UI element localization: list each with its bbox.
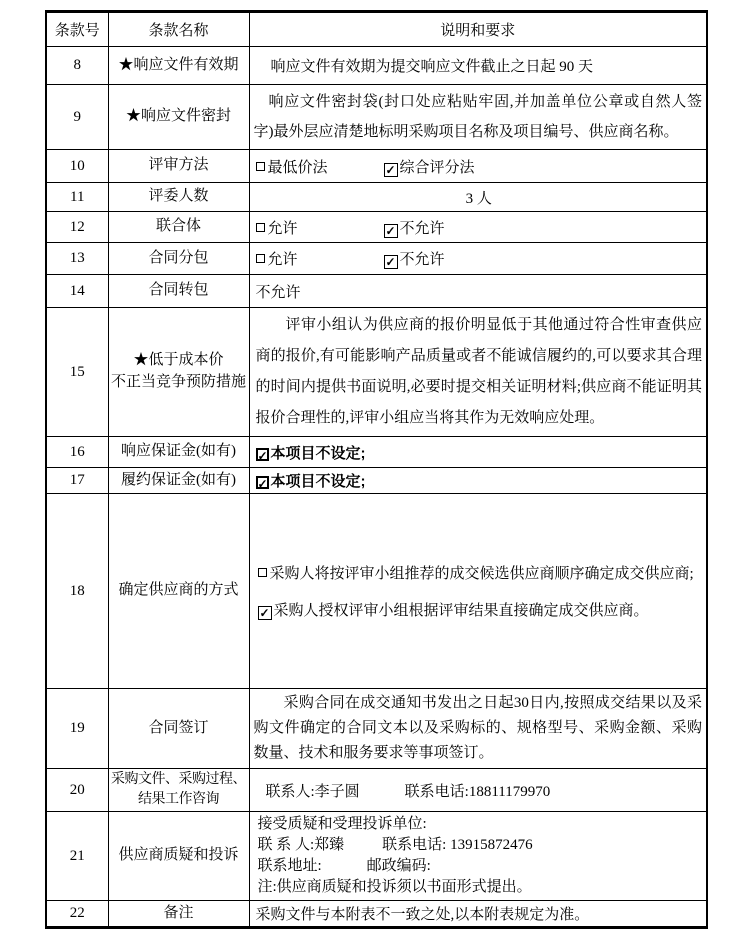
clause-no: 22: [46, 901, 108, 928]
checkbox-checked-icon: ✓: [385, 223, 396, 238]
clause-name: 备注: [108, 901, 249, 928]
clause-desc: [249, 769, 707, 812]
clause-no: 16: [46, 437, 108, 468]
clause-no: 17: [46, 468, 108, 494]
complaint-note-line: 注:供应商质疑和投诉须以书面形式提出。: [257, 879, 532, 895]
clause-name: 评审方法: [108, 150, 249, 183]
option-label: 采购人授权评审小组根据评审结果直接确定成交供应商。: [273, 603, 649, 619]
clause-name: 供应商质疑和投诉: [108, 812, 249, 901]
table-row-12: [46, 212, 707, 243]
clause-no: 13: [46, 243, 108, 275]
table-row-8: [46, 47, 707, 85]
option-label: 采购人将按评审小组推荐的成交候选供应商顺序确定成交供应商;: [269, 566, 694, 582]
contact-person: 联 系 人:郑臻: [257, 837, 345, 853]
desc-text: 评审小组认为供应商的报价明显低于其他通过符合性审查供应商的报价,有可能影响产品质量或者不能诚信履约的,可以要求其合理的时间内提供书面说明,必要时提交相关证明材料;供应商不能证明其报价合理性的,评审小组应当将其作为无效响应处理。: [255, 317, 702, 426]
option-checked: [384, 160, 475, 176]
checkbox-checked-icon: ✓: [259, 606, 270, 620]
table-row-21: [46, 812, 707, 901]
clause-desc: 采购文件与本附表不一致之处,以本附表规定为准。: [249, 901, 707, 928]
option-unchecked: [258, 562, 703, 583]
clause-desc: 3 人: [249, 183, 707, 212]
table-row-15: [46, 308, 707, 437]
clause-no: 20: [46, 769, 108, 812]
clause-desc: [249, 308, 707, 437]
clause-desc: [249, 212, 707, 243]
checkbox-unchecked-icon: [256, 254, 265, 263]
clause-name: ★响应文件密封: [108, 85, 249, 150]
table-row-18: [46, 494, 707, 689]
clause-no: 19: [46, 689, 108, 769]
header-clause-no: 条款号: [46, 12, 108, 47]
clause-name: 合同转包: [108, 275, 249, 308]
header-row: [46, 12, 707, 47]
contact-person: 联系人:李子圆: [265, 783, 360, 800]
table-row-22: [46, 901, 707, 928]
clause-no: 14: [46, 275, 108, 308]
clause-name: 确定供应商的方式: [108, 494, 249, 689]
table-row-19: [46, 689, 707, 769]
clause-name: 合同签订: [108, 689, 249, 769]
header-clause-name: 条款名称: [108, 12, 249, 47]
desc-text: 响应文件密封袋(封口处应粘贴牢固,并加盖单位公章或自然人签字)最外层应清楚地标明采购项目名称及项目编号、供应商名称。: [253, 94, 702, 140]
checkbox-unchecked-icon: [256, 162, 265, 171]
clause-name-line2: 结果工作咨询: [138, 792, 219, 807]
clause-no: 18: [46, 494, 108, 689]
table-row-17: [46, 468, 707, 494]
clause-no: 11: [46, 183, 108, 212]
clause-name: [108, 769, 249, 812]
clause-desc: [249, 47, 707, 85]
clause-desc: [249, 437, 707, 468]
table-row-13: [46, 243, 707, 275]
complaint-contact-line: [258, 835, 703, 856]
checkbox-unchecked-icon: [258, 568, 267, 577]
clause-name: 响应保证金(如有): [108, 437, 249, 468]
clause-no: 12: [46, 212, 108, 243]
checkbox-checked-icon: ✓: [257, 448, 268, 463]
clause-name: 联合体: [108, 212, 249, 243]
clause-name: [108, 308, 249, 437]
checkbox-checked-icon: ✓: [385, 255, 396, 269]
desc-text: 本项目不设定;: [270, 444, 366, 462]
desc-text: 响应文件有效期为提交响应文件截止之日起 90 天: [270, 59, 594, 75]
clause-name: 合同分包: [108, 243, 249, 275]
option-label: 综合评分法: [399, 159, 475, 176]
table-row-9: [46, 85, 707, 150]
clause-name-line1: ★低于成本价: [133, 352, 224, 369]
table-row-16: [46, 437, 707, 468]
table-row-20: [46, 769, 707, 812]
clause-desc: 不允许: [249, 275, 707, 308]
clause-no: 15: [46, 308, 108, 437]
option-label: 不允许: [399, 220, 445, 237]
option-unchecked: [256, 217, 384, 238]
clause-no: 21: [46, 812, 108, 901]
option-unchecked: [256, 248, 384, 269]
terms-table: [45, 10, 708, 929]
checkbox-checked-icon: ✓: [385, 162, 396, 177]
contact-phone: 联系电话: 13915872476: [382, 837, 533, 853]
checkbox-unchecked-icon: [256, 223, 265, 232]
option-label: 不允许: [399, 252, 445, 268]
option-checked: [384, 221, 445, 237]
clause-no: 8: [46, 47, 108, 85]
option-checked: [384, 252, 445, 268]
complaint-address-line: [258, 856, 703, 877]
clause-name: ★响应文件有效期: [108, 47, 249, 85]
clause-desc: [249, 468, 707, 494]
option-unchecked: [256, 156, 384, 177]
clause-desc: [249, 85, 707, 150]
option-label: 允许: [267, 220, 298, 237]
contact-phone: 联系电话:18811179970: [404, 783, 551, 800]
contact-postcode: 邮政编码:: [366, 858, 431, 874]
clause-desc: [249, 689, 707, 769]
clause-desc: [249, 812, 707, 901]
clause-name: 评委人数: [108, 183, 249, 212]
clause-desc: [249, 243, 707, 275]
option-label: 允许: [267, 252, 298, 268]
option-label: 最低价法: [267, 159, 328, 176]
contact-address: 联系地址:: [257, 858, 322, 874]
clause-name-line2: 不正当竞争预防措施: [110, 374, 246, 390]
clause-no: 10: [46, 150, 108, 183]
table-row-10: [46, 150, 707, 183]
option-checked: [258, 599, 703, 620]
clause-name: 履约保证金(如有): [108, 468, 249, 494]
clause-desc: [249, 494, 707, 689]
desc-text: 本项目不设定;: [270, 473, 366, 490]
table-row-11: [46, 183, 707, 212]
table-row-14: [46, 275, 707, 308]
clause-no: 9: [46, 85, 108, 150]
header-description: 说明和要求: [249, 12, 707, 47]
checkbox-checked-icon: ✓: [257, 477, 268, 491]
clause-desc: [249, 150, 707, 183]
desc-text: 采购合同在成交通知书发出之日起30日内,按照成交结果以及采购文件确定的合同文本以及采购标的、规格型号、采购金额、采购数量、技术和服务要求等事项签订。: [253, 695, 702, 761]
clause-name-line1: 采购文件、采购过程、: [111, 771, 246, 787]
complaint-unit-line: 接受质疑和受理投诉单位:: [257, 816, 427, 832]
